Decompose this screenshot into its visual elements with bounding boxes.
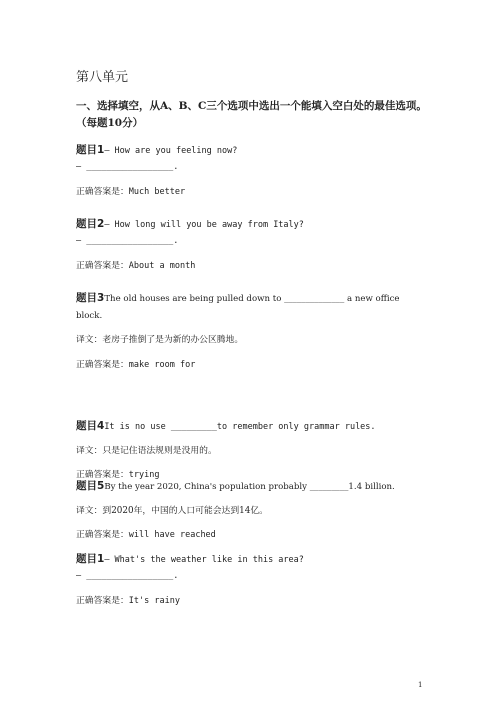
question-stem: It is no use _________to remember only grammar rules. [104,422,376,432]
question-block [76,553,436,608]
question-label: 题目1 [76,144,105,156]
blank-line: — _________________. [76,571,179,581]
question-label: 题目5 [76,480,105,492]
translation: 译文：老房子推倒了是为新的办公区腾地。 [76,335,244,345]
question-line: — What's the weather like in this area? [104,555,304,565]
answer-label: 正确答案是： [76,530,129,540]
question-label: 题目1 [76,553,105,565]
translation: 译文：只是记住语法规则是没用的。 [76,446,217,456]
answer-label: 正确答案是： [76,596,129,606]
question-label: 题目2 [76,218,105,230]
answer-label: 正确答案是： [76,360,129,370]
page-number: 1 [418,681,423,689]
question-label: 题目3 [76,292,105,304]
answer-value: It's rainy [128,596,180,606]
question-stem: The old houses are being pulled down to ______________ a new office [104,294,400,304]
answer-value: About a month [128,261,196,271]
question-stem: By the year 2020, China's population probably _________1.4 billion. [104,482,395,492]
question-block [76,480,436,542]
answer-value: trying [128,470,160,480]
answer-value: make room for [128,360,196,370]
question-block [76,144,436,199]
question-block [76,292,436,372]
answer-value: Much better [128,187,186,197]
question-label: 题目4 [76,420,105,432]
answer-label: 正确答案是： [76,470,129,480]
blank-line: — _________________. [76,236,179,246]
question-block [76,218,436,273]
answer-label: 正确答案是： [76,261,129,271]
translation: 译文：到2020年，中国的人口可能会达到14亿。 [76,506,268,516]
question-line: — How long will you be away from Italy? [104,220,304,230]
section-instructions: 一、选择填空，从A、B、C三个选项中选出一个能填入空白处的最佳选项。（每题10分） [76,100,427,129]
question-stem-continued: block. [76,311,103,321]
answer-label: 正确答案是： [76,187,129,197]
answer-value: will have reached [128,530,216,540]
question-line: — How are you feeling now? [104,146,238,156]
unit-title: 第八单元 [76,70,129,85]
blank-line: — _________________. [76,162,179,172]
question-block [76,420,436,482]
